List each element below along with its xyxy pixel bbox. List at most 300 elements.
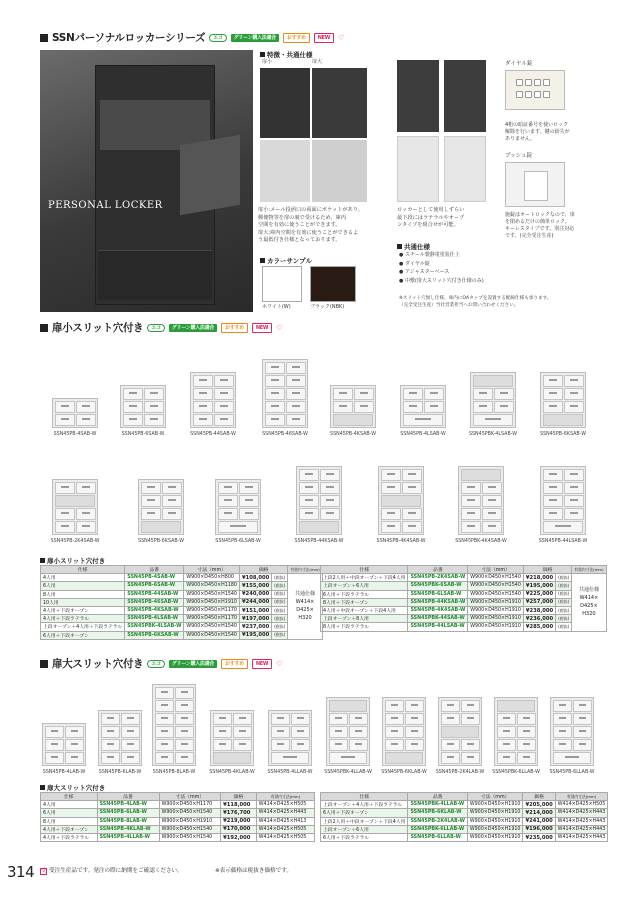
spec-cell: 4人用 [41, 801, 98, 809]
locker-door [239, 482, 259, 494]
code-cell: SSN45PB-8LAB-W [97, 817, 159, 825]
locker-door [233, 726, 252, 738]
locker-cabinet [458, 466, 504, 535]
locker-door [385, 713, 404, 725]
desc-line: です。(完全受注生産) [505, 233, 554, 239]
locker-door [543, 469, 563, 481]
locker-door [265, 401, 285, 413]
table-row [321, 582, 607, 590]
square-bullet-icon [397, 244, 402, 249]
table-row [321, 598, 607, 606]
size-cell: W900×D450×H1910 [467, 833, 523, 841]
tax-note-cell: (税抜) [556, 615, 572, 623]
price-cell: ¥170,000 [221, 825, 257, 833]
locker-door [482, 495, 502, 507]
spec-cell: 10人用 [41, 598, 125, 606]
size-cell: W900×D450×H1910 [468, 623, 524, 631]
locker-door [155, 700, 174, 712]
locker-door [461, 521, 481, 533]
inner-size-cell: W414×D425×H505 [256, 833, 314, 841]
locker-door [402, 521, 422, 533]
desc-line: 扉小:メール投函口の両面にポケットがあり、 [258, 207, 364, 213]
table-row [41, 817, 315, 825]
locker-cabinet [382, 697, 426, 766]
locker-door [573, 700, 592, 712]
desc-line: 施錠はオートロックなので、扉 [505, 212, 575, 218]
table-row [41, 631, 323, 639]
locker-door [553, 713, 572, 725]
locker-door [55, 521, 75, 533]
spec-cell: 上段オープン＋4人用＋下段ラテラル [41, 623, 125, 631]
open-shelf [213, 752, 251, 764]
locker-door [497, 752, 516, 764]
green-purchase-badge: グリーン購入法適合 [231, 34, 279, 42]
price-cell: ¥235,000 [523, 833, 555, 841]
size-cell: W900×D450×H1910 [467, 825, 523, 833]
locker-door [65, 739, 84, 751]
locker-door [543, 401, 563, 413]
table-row [41, 809, 315, 817]
product-code-caption: SSN45PB-6LSAB-W [215, 539, 261, 544]
recommended-badge: おすすめ [221, 323, 248, 333]
lateral-drawer [329, 752, 367, 764]
product-code-caption: SSN45PB-6LLAB-W [549, 770, 595, 775]
locker-door [543, 508, 563, 520]
locker-door [162, 482, 182, 494]
spec-cell: 上段2人用＋中段オープン＋下段4人用 [321, 817, 408, 825]
locker-door [144, 414, 164, 426]
square-bullet-icon [40, 324, 48, 332]
page-title [40, 30, 344, 45]
table-row [41, 606, 323, 614]
table-row [41, 598, 323, 606]
price-cell: ¥241,000 [523, 817, 555, 825]
locker-cabinet [296, 466, 342, 535]
locker-door [271, 713, 290, 725]
tax-note-cell: (税抜) [556, 582, 572, 590]
locker-door [441, 713, 460, 725]
locker-cabinet [438, 697, 482, 766]
size-cell: W900×D450×H1910 [468, 598, 524, 606]
product-code-caption: SSN45PB-46SAB-W [262, 432, 308, 437]
locker-door [385, 739, 404, 751]
locker-door [286, 414, 306, 426]
locker-door [291, 713, 310, 725]
table-row [321, 615, 607, 623]
locker-door [405, 713, 424, 725]
push-lock-desc [505, 212, 575, 240]
code-cell: SSN45PB-44LSAB-W [408, 623, 468, 631]
locker-door [265, 362, 285, 374]
locker-door [141, 508, 161, 520]
locker-door [175, 752, 194, 764]
locker-door [473, 388, 493, 400]
price-cell: ¥218,000 [523, 574, 555, 582]
col-code: 品番 [125, 566, 184, 574]
black-swatch-label: ブラック(NBK) [310, 304, 345, 310]
locker-door [497, 713, 516, 725]
heart-icon: ♡ [337, 33, 344, 42]
size-cell: W900×D450×H1910 [468, 606, 524, 614]
size-cell: W900×D450×H1910 [159, 817, 221, 825]
locker-cabinet [98, 710, 142, 766]
common-inner-size-cell [288, 574, 322, 640]
locker-door [76, 414, 96, 426]
size-cell: W900×D450×H1170 [159, 801, 221, 809]
price-cell: ¥257,000 [523, 598, 555, 606]
size-cell: W900×D450×H1540 [159, 833, 221, 841]
locker-door [517, 713, 536, 725]
locker-door [405, 739, 424, 751]
desc-line: ンタイプを組合せが可能。 [397, 222, 459, 229]
price-cell: ¥238,000 [523, 606, 555, 614]
locker-door [349, 739, 368, 751]
common-inner-size-line: D425× [580, 603, 598, 610]
large-door-white-photo [312, 140, 367, 202]
locker-door [354, 388, 374, 400]
open-shelf [497, 700, 535, 712]
size-cell: W900×D450×H1540 [184, 623, 240, 631]
spec-cell: 6人用 [41, 582, 125, 590]
common-spec-item: ● ダイヤル錠 [399, 260, 430, 267]
spec-cell: 4人用＋下段ラテラル [41, 615, 125, 623]
product-code-caption: SSN45PB-6KSAB-W [138, 539, 184, 544]
code-cell: SSN45PB-4LLAB-W [97, 833, 159, 841]
locker-door [121, 752, 140, 764]
locker-door [144, 388, 164, 400]
features-desc-left [258, 207, 373, 245]
size-cell: W900×D450×H1540 [468, 590, 524, 598]
spec-cell: 4人用＋下段ラテラル [41, 833, 98, 841]
open-shelf [55, 495, 95, 507]
desc-line: 4桁の暗証番号を使いロック [505, 122, 569, 128]
locker-door [141, 495, 161, 507]
product-code-caption: SSN45PB-6SAB-W [121, 432, 165, 437]
dial-digit-icon [543, 79, 550, 86]
open-shelf [299, 521, 339, 533]
locker-door [65, 752, 84, 764]
locker-door [162, 495, 182, 507]
open-shelf [141, 521, 181, 533]
large-door-section-title [40, 656, 282, 671]
locker-door [320, 469, 340, 481]
locker-cabinet [152, 684, 196, 766]
locker-door [175, 687, 194, 699]
common-spec-heading [397, 242, 430, 251]
tax-note-cell: (税抜) [272, 606, 288, 614]
locker-door [155, 713, 174, 725]
code-cell: SSN45PB-6LSAB-W [408, 590, 468, 598]
locker-door [193, 375, 213, 387]
common-spec-list [399, 251, 484, 285]
locker-door [175, 726, 194, 738]
product-code-caption: SSN45PBK-4LSAB-W [468, 432, 518, 437]
common-inner-size-line: 共通仕様 [578, 587, 599, 594]
locker-door [461, 752, 480, 764]
square-bullet-icon [40, 558, 45, 563]
size-cell: W900×D450×H1540 [184, 590, 240, 598]
price-cell: ¥205,000 [523, 801, 555, 809]
locker-door [385, 700, 404, 712]
locker-door [271, 726, 290, 738]
photo-label: PERSONAL LOCKER [48, 200, 163, 211]
locker-door [155, 739, 174, 751]
spec-cell: 上段オープン＋6人用 [321, 582, 408, 590]
locker-door [271, 739, 290, 751]
code-cell: SSN45PB-6KLAB-W [408, 809, 467, 817]
code-cell: SSN45PB-4LSAB-W [125, 615, 184, 623]
spec-cell: 6人用＋下段ラテラル [321, 833, 408, 841]
locker-door [213, 739, 232, 751]
locker-door [441, 700, 460, 712]
locker-door [45, 739, 64, 751]
product-code-caption: SSN45PB-2K4SAB-W [50, 539, 100, 544]
locker-cabinet [210, 710, 254, 766]
locker-door [405, 726, 424, 738]
locker-door [441, 739, 460, 751]
table-row [41, 582, 323, 590]
dial-lock-title: ダイヤル錠 [505, 61, 533, 67]
code-cell: SSN45PBK-6SAB-W [408, 582, 468, 590]
locker-door [193, 388, 213, 400]
locker-door [218, 482, 238, 494]
price-cell: ¥237,000 [239, 623, 271, 631]
table-row [41, 801, 315, 809]
code-cell: SSN45PB-4K4SAB-W [408, 606, 468, 614]
product-code-caption: SSN45PB-4K4SAB-W [376, 539, 426, 544]
locker-door [299, 482, 319, 494]
col-size: 寸法（mm） [159, 793, 221, 801]
large-door-table-title: 扉大スリット穴付き [47, 784, 106, 792]
code-cell: SSN45PB-6KSAB-W [125, 631, 184, 639]
code-cell: SSN45PBK-4LSAB-W [125, 623, 184, 631]
large-door-table-right [320, 792, 608, 842]
code-cell: SSN45PB-2K4LAB-W [408, 817, 467, 825]
push-lock-image [505, 162, 565, 207]
large-door-photo [312, 68, 367, 138]
size-cell: W900×D450×H800 [184, 574, 240, 582]
locker-door [76, 508, 96, 520]
tax-note-cell: (税抜) [272, 623, 288, 631]
product-code-caption: SSN45PBK-4K4SAB-W [455, 539, 507, 544]
product-code-caption: SSN45PB-4LSAB-W [400, 432, 446, 437]
lateral-drawer [271, 752, 309, 764]
common-spec-text: スチール製静電塗装仕上 [404, 252, 460, 258]
spec-cell: 4人用＋下段オープン [41, 825, 98, 833]
locker-door [461, 495, 481, 507]
col-inner-size: 有効内寸法(mm) [555, 793, 608, 801]
locker-door [354, 401, 374, 413]
price-cell: ¥196,000 [523, 825, 555, 833]
heart-icon: ♡ [276, 323, 283, 332]
locker-door [402, 482, 422, 494]
locker-door [320, 495, 340, 507]
product-code-caption: SSN45PB-4KLAB-W [209, 770, 255, 775]
large-door-section-text: 扉大スリット穴付き [52, 658, 144, 670]
locker-door [381, 508, 401, 520]
desc-line: ありません。 [505, 136, 536, 142]
locker-door [55, 482, 75, 494]
large-door-label: 扉大 [312, 59, 323, 65]
black-locker-photo [397, 60, 439, 132]
note-line: （完全受注生産）当社営業担当へお問い合わせください。 [399, 303, 519, 308]
small-door-section-title [40, 320, 282, 335]
tax-note-cell: (税抜) [272, 574, 288, 582]
size-cell: W900×D450×H1540 [468, 582, 524, 590]
product-code-caption: SSN45PB-6KSAB-W [540, 432, 586, 437]
green-purchase-badge: グリーン購入法適合 [169, 660, 217, 668]
inner-size-cell: W414×D425×H505 [256, 801, 314, 809]
locker-door [65, 726, 84, 738]
locker-door [553, 726, 572, 738]
locker-door [291, 726, 310, 738]
price-cell: ¥197,000 [239, 615, 271, 623]
locker-cabinet [52, 398, 98, 428]
locker-cabinet [190, 372, 236, 428]
locker-door [193, 401, 213, 413]
spec-cell: 6人用 [41, 809, 98, 817]
locker-door [564, 401, 584, 413]
locker-door [333, 401, 353, 413]
table-row [41, 825, 315, 833]
price-cell: ¥176,700 [221, 809, 257, 817]
price-cell: ¥118,000 [221, 801, 257, 809]
locker-door [121, 726, 140, 738]
inner-size-cell: W414×D425×H505 [256, 825, 314, 833]
heart-icon: ♡ [276, 659, 283, 668]
locker-door [461, 482, 481, 494]
dial-digit-icon [516, 91, 523, 98]
locker-door [473, 401, 493, 413]
locker-door [543, 388, 563, 400]
locker-door [239, 495, 259, 507]
locker-cabinet [540, 466, 586, 535]
black-locker-photo [444, 60, 486, 132]
product-code-caption: SSN45PB-44LSAB-W [538, 539, 588, 544]
footer-note-right: ※表示価格は税抜き価格です。 [215, 868, 292, 874]
page-number: 314 [7, 863, 35, 881]
locker-door [385, 726, 404, 738]
locker-door [155, 726, 174, 738]
features-desc-right [397, 207, 464, 230]
code-cell: SSN45PB-44SAB-W [125, 590, 184, 598]
spec-cell: 上段2人用＋中段オープン＋下段4人用 [321, 574, 408, 582]
locker-cabinet [138, 479, 184, 535]
small-door-table-title: 扉小スリット穴付き [47, 557, 106, 565]
locker-door [265, 375, 285, 387]
common-spec-item: ● アジャスターベース [399, 269, 450, 275]
tax-note-cell: (税抜) [272, 631, 288, 639]
inner-size-cell: W414×D425×H443 [555, 817, 608, 825]
dial-digit-icon [534, 91, 541, 98]
price-cell: ¥214,000 [523, 809, 555, 817]
locker-door [175, 739, 194, 751]
code-cell: SSN45PB-4KSAB-W [125, 606, 184, 614]
desc-line: 解除を行います。鍵の紛失が [505, 129, 570, 135]
locker-door [461, 713, 480, 725]
locker-door [286, 401, 306, 413]
open-shelf [543, 414, 583, 426]
size-cell: W900×D450×H1910 [467, 817, 523, 825]
locker-door [381, 521, 401, 533]
locker-door [564, 495, 584, 507]
locker-door [213, 726, 232, 738]
common-spec-text: 中敷(扉大スリット穴付き仕様のみ) [404, 277, 484, 284]
dial-digit-icon [525, 91, 532, 98]
product-code-caption: SSN45PB-4SAB-W [53, 432, 97, 437]
locker-cabinet [120, 385, 166, 428]
dial-lock-image [505, 70, 565, 110]
locker-door [233, 713, 252, 725]
locker-door [494, 388, 514, 400]
table-row [41, 833, 315, 841]
table-row [321, 623, 607, 631]
table-row [321, 825, 608, 833]
product-code-caption: SSN45PBK-6LLAB-W [492, 770, 540, 775]
locker-door [76, 521, 96, 533]
locker-door [45, 726, 64, 738]
table-row [321, 801, 608, 809]
size-cell: W900×D450×H1180 [184, 582, 240, 590]
dial-digit-icon [525, 79, 532, 86]
locker-door [45, 752, 64, 764]
open-shelf [461, 469, 501, 481]
inner-size-cell: W414×D425×H505 [555, 801, 608, 809]
locker-door [333, 388, 353, 400]
locker-cabinet [326, 697, 370, 766]
tax-note-cell: (税抜) [556, 590, 572, 598]
code-cell: SSN45PB-6LLAB-W [408, 833, 467, 841]
dial-lock-desc [505, 122, 570, 143]
locker-door [55, 508, 75, 520]
square-bullet-icon [40, 785, 45, 790]
locker-door [286, 375, 306, 387]
common-inner-size-line: H320 [582, 611, 596, 618]
green-purchase-badge: グリーン購入法適合 [169, 324, 217, 332]
price-cell: ¥236,000 [523, 615, 555, 623]
table-row [321, 833, 608, 841]
locker-door [101, 726, 120, 738]
code-cell: SSN45PBK-6LLAB-W [408, 825, 467, 833]
large-door-table-heading [40, 783, 105, 792]
desc-line: 郵便物等を扉の裏で受けるため、庫内 [258, 214, 346, 221]
table-row [41, 590, 323, 598]
page-title-text: SSNパーソナルロッカーシリーズ [52, 32, 206, 44]
locker-door [329, 739, 348, 751]
col-spec: 仕様 [321, 566, 408, 574]
desc-line: 扉大:庫内空間を有効に使うことができるよ [258, 229, 359, 236]
locker-door [233, 739, 252, 751]
locker-door [155, 687, 174, 699]
small-door-photo [260, 68, 310, 138]
product-code-caption: SSN45PB-4KSAB-W [330, 432, 376, 437]
footer-note-left [40, 866, 183, 875]
open-door [180, 135, 240, 216]
note-line: ※スリット穴無し仕様、庫内にOAタップを設置する配線仕様も承ります。 [399, 296, 552, 301]
common-spec-text: ダイヤル錠 [404, 260, 430, 267]
inner-size-cell: W414×D425×H443 [555, 825, 608, 833]
table-row [321, 606, 607, 614]
common-spec-note [399, 295, 551, 309]
locker-door [573, 726, 592, 738]
desc-line: 最下段にはラテラルやオープ [397, 214, 465, 221]
col-price: 価格 [523, 793, 555, 801]
price-cell: ¥108,000 [239, 574, 271, 582]
product-code-caption: SSN45PB-2K4LAB-W [435, 770, 485, 775]
price-cell: ¥195,000 [239, 631, 271, 639]
col-size: 寸法（mm） [467, 793, 523, 801]
locker-door [461, 700, 480, 712]
